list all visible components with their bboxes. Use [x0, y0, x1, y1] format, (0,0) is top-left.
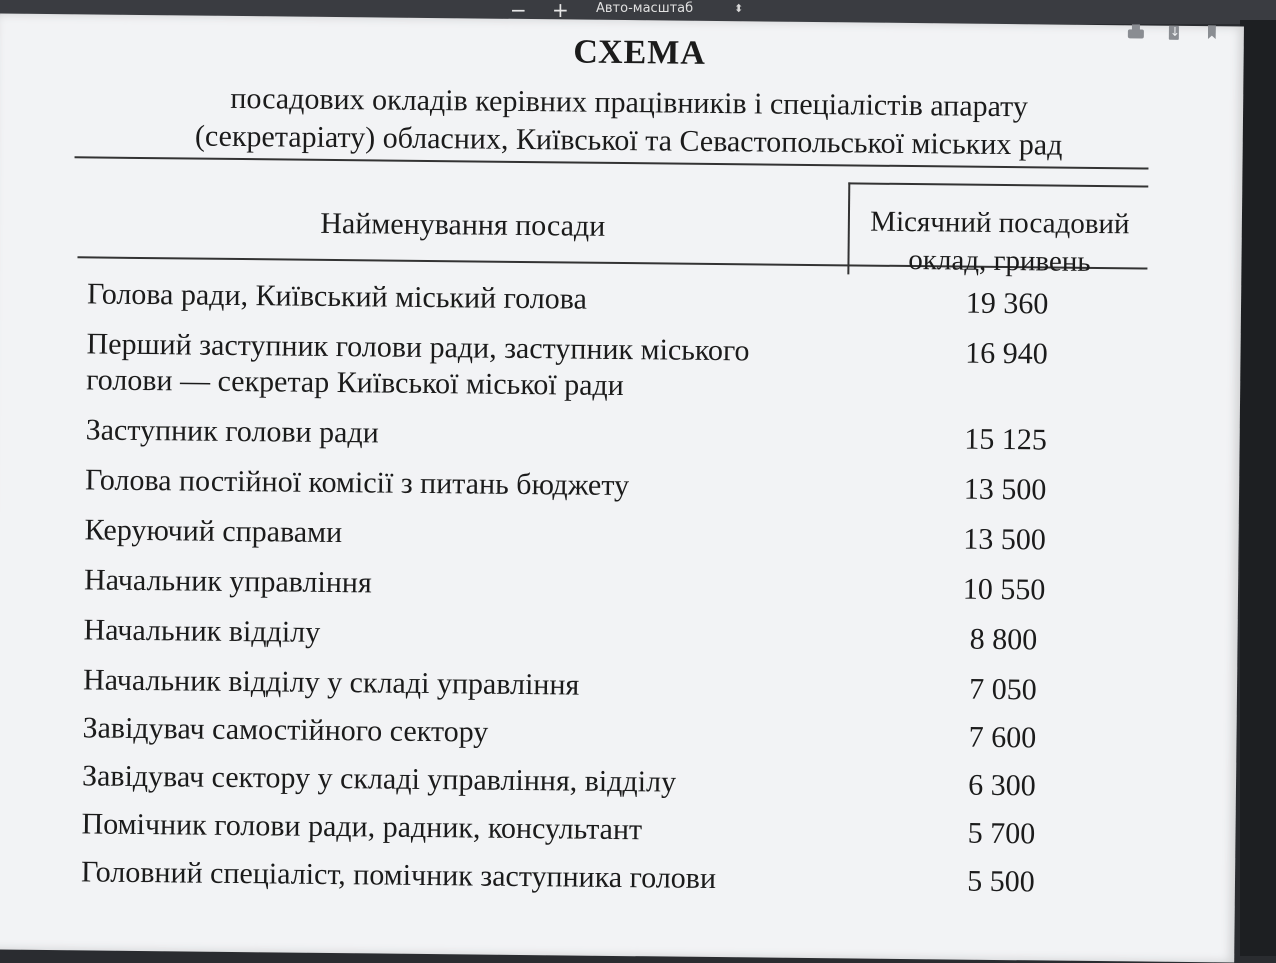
salary-value: 13 500: [963, 522, 1047, 557]
salary-header-line-1: Місячний посадовий: [870, 205, 1130, 241]
document-title: СХЕМА: [573, 33, 707, 72]
salary-value: 13 500: [963, 472, 1047, 507]
position-name-line-1: Начальник відділу: [83, 613, 321, 649]
zoom-select[interactable]: Авто-масштаб: [596, 1, 694, 16]
position-name-line-2: голови — секретар Київської міської ради: [86, 363, 625, 403]
position-name-line-1: Начальник управління: [83, 563, 372, 600]
table-row: [82, 710, 1183, 755]
salary-value: 19 360: [965, 286, 1049, 321]
table-row: [85, 412, 1186, 457]
salary-value: 6 300: [968, 768, 1036, 803]
position-name: [84, 562, 844, 606]
position-name-line-1: Головний спеціаліст, помічник заступника голови: [80, 855, 717, 896]
salary-header-line-2: оклад, гривень: [908, 244, 1091, 278]
position-name: [84, 512, 844, 556]
position-name-line-1: Завідувач сектору у складі управління, відділу: [81, 759, 677, 799]
position-name: [81, 806, 841, 850]
table-row: [84, 512, 1185, 557]
viewer-scrollbar-area[interactable]: [1240, 20, 1276, 956]
position-name-line-1: Голова постійної комісії з питань бюджету: [84, 463, 630, 503]
salary-value: 8 800: [969, 622, 1038, 657]
position-name: [85, 462, 845, 506]
position-name: [83, 612, 843, 656]
position-name-line-1: Помічник голови ради, радник, консультант: [81, 807, 643, 847]
subtitle-line-1: посадових окладів керівних працівників і спеціалістів апарату: [230, 81, 1029, 124]
position-name-line-1: Перший заступник голови ради, заступник міського: [86, 327, 750, 368]
table-row: [83, 612, 1184, 657]
zoom-out-button[interactable]: −: [510, 0, 527, 22]
table-row: [83, 562, 1184, 607]
salary-value: 5 700: [967, 816, 1036, 851]
position-name-line-1: Заступник голови ради: [85, 413, 379, 450]
salary-value: 15 125: [964, 422, 1048, 457]
position-name: [85, 412, 845, 456]
document-subtitle: [79, 78, 1180, 166]
table-row: [82, 662, 1183, 707]
subtitle-line-2: (секретаріату) обласних, Київської та Севастопольської міських рад: [194, 119, 1063, 162]
position-name-line-1: Голова ради, Київський міський голова: [86, 277, 588, 316]
table-row: [84, 462, 1185, 507]
salary-value: 5 500: [967, 864, 1035, 899]
position-name: [86, 326, 847, 406]
salary-value: 10 550: [962, 572, 1046, 607]
salary-value: 16 940: [965, 336, 1048, 371]
column-header-salary: [849, 202, 1150, 281]
table-row: [81, 806, 1182, 851]
position-name: [82, 710, 842, 754]
table-row: [80, 854, 1181, 899]
position-name-line-1: Керуючий справами: [84, 513, 343, 550]
zoom-in-button[interactable]: +: [552, 0, 569, 22]
salary-value: 7 600: [968, 720, 1037, 755]
position-name: [81, 854, 841, 898]
salary-value: 7 050: [969, 672, 1037, 707]
position-name: [87, 276, 847, 320]
zoom-select-arrows-icon[interactable]: ⬍: [734, 2, 744, 15]
table-row: [81, 758, 1182, 803]
position-name-line-1: Начальник відділу у складі управління: [82, 663, 580, 702]
header-top-rule: [848, 182, 1148, 187]
position-name-line-1: Завідувач самостійного сектору: [82, 711, 489, 749]
table-row: [86, 326, 1187, 403]
position-name: [82, 758, 842, 802]
pdf-page: [0, 13, 1244, 962]
position-name: [83, 662, 843, 706]
column-header-position: Найменування посади: [320, 206, 606, 243]
